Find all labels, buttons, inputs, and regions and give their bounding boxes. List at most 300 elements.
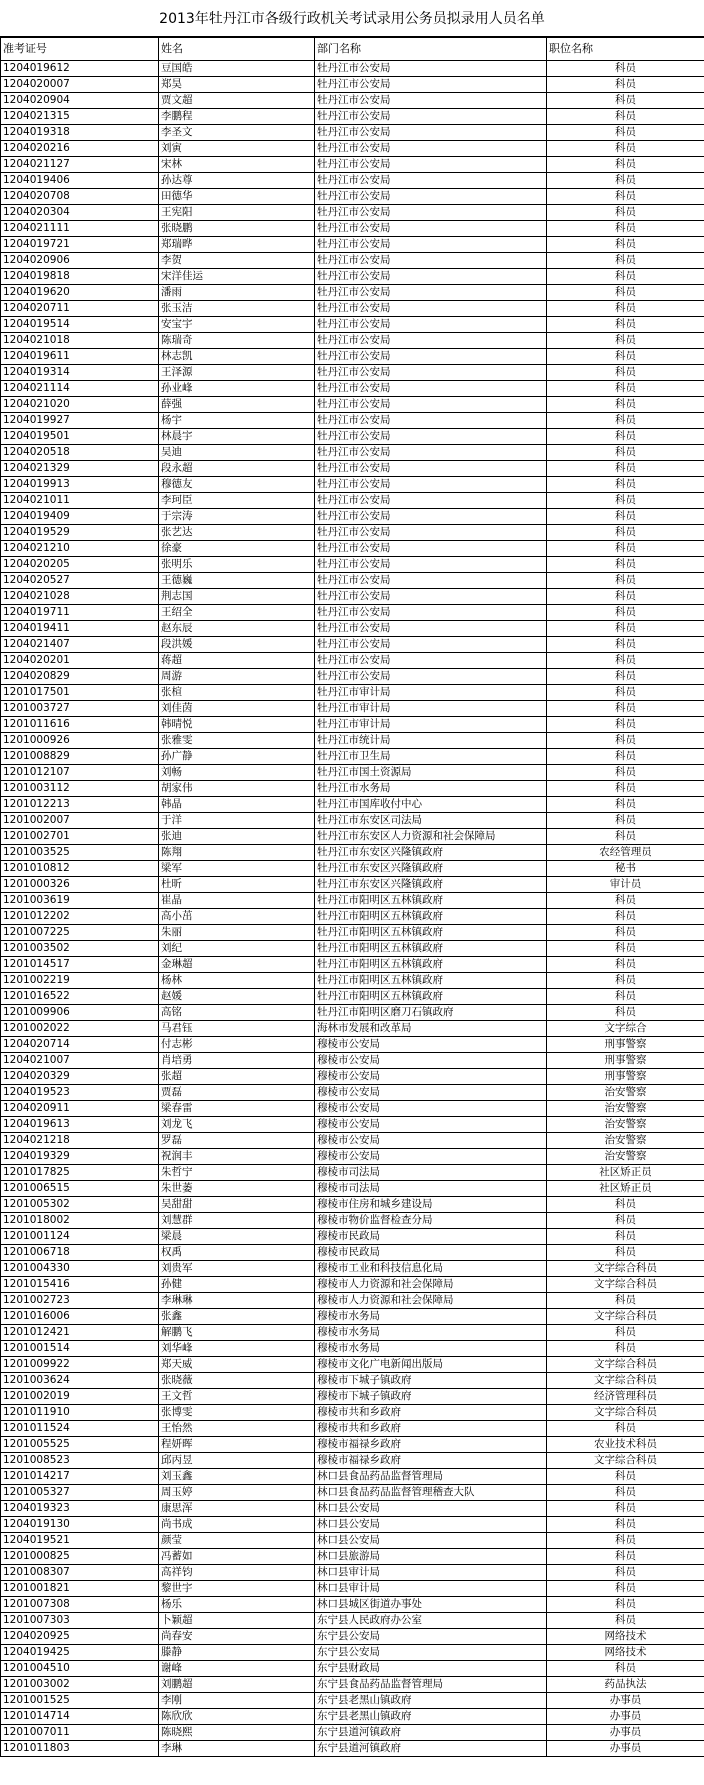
cell-position[interactable]: 科员 <box>547 477 704 493</box>
cell-position[interactable]: 科员 <box>547 573 704 589</box>
cell-name[interactable]: 解鹏飞 <box>159 1325 315 1341</box>
cell-department[interactable]: 牡丹江市公安局 <box>315 381 547 397</box>
cell-name[interactable]: 孙健 <box>159 1277 315 1293</box>
cell-position[interactable]: 科员 <box>547 893 704 909</box>
cell-position[interactable]: 科员 <box>547 813 704 829</box>
cell-position[interactable]: 文字综合 <box>547 1021 704 1037</box>
cell-name[interactable]: 豆国皓 <box>159 61 315 77</box>
cell-department[interactable]: 牡丹江市审计局 <box>315 685 547 701</box>
cell-position[interactable]: 科员 <box>547 653 704 669</box>
cell-department[interactable]: 穆棱市民政局 <box>315 1245 547 1261</box>
cell-department[interactable]: 牡丹江市公安局 <box>315 541 547 557</box>
cell-department[interactable]: 牡丹江市公安局 <box>315 221 547 237</box>
cell-department[interactable]: 穆棱市民政局 <box>315 1229 547 1245</box>
cell-position[interactable]: 科员 <box>547 397 704 413</box>
cell-exam-id[interactable]: 1201001514 <box>1 1341 159 1357</box>
cell-department[interactable]: 穆棱市公安局 <box>315 1085 547 1101</box>
cell-exam-id[interactable]: 1201016522 <box>1 989 159 1005</box>
cell-position[interactable]: 科员 <box>547 1197 704 1213</box>
cell-exam-id[interactable]: 1204019409 <box>1 509 159 525</box>
cell-name[interactable]: 卜颖超 <box>159 1613 315 1629</box>
cell-name[interactable]: 刘龙飞 <box>159 1117 315 1133</box>
cell-exam-id[interactable]: 1201005327 <box>1 1485 159 1501</box>
cell-exam-id[interactable]: 1201003525 <box>1 845 159 861</box>
cell-position[interactable]: 科员 <box>547 1213 704 1229</box>
cell-department[interactable]: 林口县食品药品监督管理局 <box>315 1469 547 1485</box>
cell-exam-id[interactable]: 1204019411 <box>1 621 159 637</box>
cell-position[interactable]: 治安警察 <box>547 1085 704 1101</box>
cell-department[interactable]: 牡丹江市国库收付中心 <box>315 797 547 813</box>
cell-position[interactable]: 科员 <box>547 1341 704 1357</box>
cell-exam-id[interactable]: 1201003002 <box>1 1677 159 1693</box>
cell-position[interactable]: 文字综合科员 <box>547 1277 704 1293</box>
cell-name[interactable]: 王德巍 <box>159 573 315 589</box>
cell-position[interactable]: 科员 <box>547 93 704 109</box>
cell-exam-id[interactable]: 1201002701 <box>1 829 159 845</box>
cell-department[interactable]: 穆棱市人力资源和社会保障局 <box>315 1277 547 1293</box>
cell-exam-id[interactable]: 1204020904 <box>1 93 159 109</box>
cell-name[interactable]: 梁军 <box>159 861 315 877</box>
cell-position[interactable]: 科员 <box>547 173 704 189</box>
cell-name[interactable]: 祝润丰 <box>159 1149 315 1165</box>
cell-name[interactable]: 宋林 <box>159 157 315 173</box>
cell-department[interactable]: 牡丹江市公安局 <box>315 253 547 269</box>
cell-department[interactable]: 穆棱市司法局 <box>315 1165 547 1181</box>
cell-exam-id[interactable]: 1201001821 <box>1 1581 159 1597</box>
cell-name[interactable]: 吴甜甜 <box>159 1197 315 1213</box>
cell-name[interactable]: 李圣文 <box>159 125 315 141</box>
cell-position[interactable]: 刑事警察 <box>547 1069 704 1085</box>
cell-position[interactable]: 科员 <box>547 1421 704 1437</box>
cell-name[interactable]: 张雅雯 <box>159 733 315 749</box>
cell-department[interactable]: 穆棱市下城子镇政府 <box>315 1373 547 1389</box>
cell-department[interactable]: 牡丹江市公安局 <box>315 653 547 669</box>
header-position[interactable]: 职位名称 <box>547 38 704 61</box>
cell-department[interactable]: 牡丹江市公安局 <box>315 573 547 589</box>
cell-department[interactable]: 牡丹江市公安局 <box>315 157 547 173</box>
cell-exam-id[interactable]: 1204020829 <box>1 669 159 685</box>
cell-department[interactable]: 林口县公安局 <box>315 1501 547 1517</box>
cell-department[interactable]: 穆棱市共和乡政府 <box>315 1405 547 1421</box>
cell-department[interactable]: 牡丹江市阳明区五林镇政府 <box>315 941 547 957</box>
cell-exam-id[interactable]: 1204020329 <box>1 1069 159 1085</box>
cell-department[interactable]: 穆棱市福禄乡政府 <box>315 1437 547 1453</box>
cell-department[interactable]: 牡丹江市公安局 <box>315 141 547 157</box>
cell-exam-id[interactable]: 1204019323 <box>1 1501 159 1517</box>
cell-department[interactable]: 穆棱市工业和科技信息化局 <box>315 1261 547 1277</box>
cell-name[interactable]: 朱世萎 <box>159 1181 315 1197</box>
cell-exam-id[interactable]: 1204021218 <box>1 1133 159 1149</box>
cell-name[interactable]: 梁春雷 <box>159 1101 315 1117</box>
cell-department[interactable]: 牡丹江市国土资源局 <box>315 765 547 781</box>
cell-name[interactable]: 刘鹏超 <box>159 1677 315 1693</box>
cell-name[interactable]: 滕静 <box>159 1645 315 1661</box>
cell-name[interactable]: 马君钰 <box>159 1021 315 1037</box>
cell-position[interactable]: 科员 <box>547 1533 704 1549</box>
cell-name[interactable]: 王绍全 <box>159 605 315 621</box>
cell-position[interactable]: 科员 <box>547 781 704 797</box>
cell-name[interactable]: 段永超 <box>159 461 315 477</box>
cell-department[interactable]: 东宁县老黑山镇政府 <box>315 1709 547 1725</box>
cell-position[interactable]: 科员 <box>547 701 704 717</box>
cell-exam-id[interactable]: 1204019514 <box>1 317 159 333</box>
cell-name[interactable]: 刘玉鑫 <box>159 1469 315 1485</box>
cell-position[interactable]: 科员 <box>547 269 704 285</box>
cell-exam-id[interactable]: 1201008307 <box>1 1565 159 1581</box>
cell-department[interactable]: 穆棱市公安局 <box>315 1069 547 1085</box>
cell-position[interactable]: 办事员 <box>547 1693 704 1709</box>
cell-name[interactable]: 李琳 <box>159 1741 315 1757</box>
cell-name[interactable]: 刘纪 <box>159 941 315 957</box>
cell-name[interactable]: 尚书成 <box>159 1517 315 1533</box>
cell-exam-id[interactable]: 1204019130 <box>1 1517 159 1533</box>
cell-exam-id[interactable]: 1204019314 <box>1 365 159 381</box>
cell-position[interactable]: 社区矫正员 <box>547 1165 704 1181</box>
cell-exam-id[interactable]: 1201011803 <box>1 1741 159 1757</box>
cell-exam-id[interactable]: 1201007011 <box>1 1725 159 1741</box>
cell-position[interactable]: 科员 <box>547 285 704 301</box>
cell-name[interactable]: 康思浑 <box>159 1501 315 1517</box>
cell-position[interactable]: 科员 <box>547 413 704 429</box>
cell-department[interactable]: 林口县公安局 <box>315 1517 547 1533</box>
cell-exam-id[interactable]: 1201004330 <box>1 1261 159 1277</box>
cell-department[interactable]: 牡丹江市公安局 <box>315 365 547 381</box>
cell-exam-id[interactable]: 1204019329 <box>1 1149 159 1165</box>
cell-position[interactable]: 科员 <box>547 589 704 605</box>
cell-department[interactable]: 牡丹江市公安局 <box>315 61 547 77</box>
cell-department[interactable]: 牡丹江市公安局 <box>315 669 547 685</box>
cell-exam-id[interactable]: 1204019611 <box>1 349 159 365</box>
cell-department[interactable]: 东宁县道河镇政府 <box>315 1741 547 1757</box>
cell-position[interactable]: 经济管理科员 <box>547 1389 704 1405</box>
cell-department[interactable]: 牡丹江市东安区兴隆镇政府 <box>315 877 547 893</box>
cell-department[interactable]: 穆棱市水务局 <box>315 1341 547 1357</box>
cell-name[interactable]: 韩晶 <box>159 797 315 813</box>
cell-department[interactable]: 穆棱市福禄乡政府 <box>315 1453 547 1469</box>
cell-position[interactable]: 科员 <box>547 1229 704 1245</box>
cell-name[interactable]: 贾磊 <box>159 1085 315 1101</box>
cell-exam-id[interactable]: 1204020925 <box>1 1629 159 1645</box>
cell-exam-id[interactable]: 1204020711 <box>1 301 159 317</box>
cell-department[interactable]: 穆棱市下城子镇政府 <box>315 1389 547 1405</box>
cell-exam-id[interactable]: 1201007303 <box>1 1613 159 1629</box>
cell-name[interactable]: 高小茁 <box>159 909 315 925</box>
cell-department[interactable]: 牡丹江市阳明区磨刀石镇政府 <box>315 1005 547 1021</box>
cell-name[interactable]: 李珂臣 <box>159 493 315 509</box>
cell-exam-id[interactable]: 1204020304 <box>1 205 159 221</box>
cell-department[interactable]: 穆棱市住房和城乡建设局 <box>315 1197 547 1213</box>
cell-position[interactable]: 科员 <box>547 221 704 237</box>
cell-name[interactable]: 林志凯 <box>159 349 315 365</box>
cell-department[interactable]: 牡丹江市公安局 <box>315 109 547 125</box>
cell-position[interactable]: 科员 <box>547 493 704 509</box>
cell-position[interactable]: 科员 <box>547 461 704 477</box>
cell-department[interactable]: 穆棱市文化广电新闻出版局 <box>315 1357 547 1373</box>
cell-department[interactable]: 穆棱市公安局 <box>315 1037 547 1053</box>
cell-exam-id[interactable]: 1201005525 <box>1 1437 159 1453</box>
cell-exam-id[interactable]: 1204020518 <box>1 445 159 461</box>
cell-department[interactable]: 东宁县财政局 <box>315 1661 547 1677</box>
cell-name[interactable]: 刘慧群 <box>159 1213 315 1229</box>
cell-department[interactable]: 穆棱市公安局 <box>315 1053 547 1069</box>
cell-exam-id[interactable]: 1204019711 <box>1 605 159 621</box>
cell-department[interactable]: 林口县审计局 <box>315 1565 547 1581</box>
cell-exam-id[interactable]: 1204021011 <box>1 493 159 509</box>
cell-department[interactable]: 牡丹江市公安局 <box>315 301 547 317</box>
cell-name[interactable]: 张玉洁 <box>159 301 315 317</box>
cell-exam-id[interactable]: 1204020906 <box>1 253 159 269</box>
cell-name[interactable]: 朱哲宁 <box>159 1165 315 1181</box>
cell-name[interactable]: 于洋 <box>159 813 315 829</box>
cell-position[interactable]: 网络技术 <box>547 1645 704 1661</box>
cell-position[interactable]: 科员 <box>547 253 704 269</box>
cell-exam-id[interactable]: 1201011910 <box>1 1405 159 1421</box>
cell-name[interactable]: 陈瑞奇 <box>159 333 315 349</box>
cell-position[interactable]: 农业技术科员 <box>547 1437 704 1453</box>
cell-name[interactable]: 王文哲 <box>159 1389 315 1405</box>
cell-position[interactable]: 科员 <box>547 717 704 733</box>
cell-name[interactable]: 陈晓熙 <box>159 1725 315 1741</box>
cell-exam-id[interactable]: 1204021210 <box>1 541 159 557</box>
cell-name[interactable]: 田德华 <box>159 189 315 205</box>
cell-position[interactable]: 科员 <box>547 685 704 701</box>
cell-position[interactable]: 科员 <box>547 1549 704 1565</box>
cell-department[interactable]: 牡丹江市公安局 <box>315 509 547 525</box>
cell-department[interactable]: 牡丹江市审计局 <box>315 717 547 733</box>
cell-exam-id[interactable]: 1204019318 <box>1 125 159 141</box>
cell-exam-id[interactable]: 1204021111 <box>1 221 159 237</box>
cell-name[interactable]: 于宗涛 <box>159 509 315 525</box>
cell-position[interactable]: 治安警察 <box>547 1133 704 1149</box>
cell-position[interactable]: 药品执法 <box>547 1677 704 1693</box>
cell-position[interactable]: 科员 <box>547 205 704 221</box>
cell-name[interactable]: 周玉婷 <box>159 1485 315 1501</box>
cell-exam-id[interactable]: 1201008523 <box>1 1453 159 1469</box>
cell-name[interactable]: 孙广静 <box>159 749 315 765</box>
cell-name[interactable]: 李贺 <box>159 253 315 269</box>
cell-exam-id[interactable]: 1204019927 <box>1 413 159 429</box>
cell-department[interactable]: 穆棱市水务局 <box>315 1325 547 1341</box>
cell-name[interactable]: 王泽源 <box>159 365 315 381</box>
cell-name[interactable]: 张晓薇 <box>159 1373 315 1389</box>
cell-name[interactable]: 刘畅 <box>159 765 315 781</box>
cell-position[interactable]: 科员 <box>547 829 704 845</box>
cell-position[interactable]: 科员 <box>547 109 704 125</box>
cell-exam-id[interactable]: 1201012202 <box>1 909 159 925</box>
cell-position[interactable]: 科员 <box>547 541 704 557</box>
cell-position[interactable]: 科员 <box>547 349 704 365</box>
cell-department[interactable]: 牡丹江市公安局 <box>315 77 547 93</box>
cell-name[interactable]: 高铭 <box>159 1005 315 1021</box>
cell-position[interactable]: 科员 <box>547 509 704 525</box>
cell-department[interactable]: 穆棱市共和乡政府 <box>315 1421 547 1437</box>
cell-position[interactable]: 科员 <box>547 637 704 653</box>
cell-position[interactable]: 科员 <box>547 525 704 541</box>
cell-name[interactable]: 段洪媛 <box>159 637 315 653</box>
cell-position[interactable]: 秘书 <box>547 861 704 877</box>
cell-position[interactable]: 社区矫正员 <box>547 1181 704 1197</box>
cell-position[interactable]: 科员 <box>547 317 704 333</box>
cell-exam-id[interactable]: 1204019913 <box>1 477 159 493</box>
cell-name[interactable]: 张艺达 <box>159 525 315 541</box>
cell-department[interactable]: 穆棱市公安局 <box>315 1117 547 1133</box>
cell-name[interactable]: 陈翔 <box>159 845 315 861</box>
cell-name[interactable]: 孙达尊 <box>159 173 315 189</box>
cell-department[interactable]: 牡丹江市公安局 <box>315 429 547 445</box>
cell-exam-id[interactable]: 1204019613 <box>1 1117 159 1133</box>
cell-department[interactable]: 林口县审计局 <box>315 1581 547 1597</box>
cell-department[interactable]: 牡丹江市公安局 <box>315 637 547 653</box>
cell-exam-id[interactable]: 1204021329 <box>1 461 159 477</box>
cell-name[interactable]: 朱丽 <box>159 925 315 941</box>
cell-exam-id[interactable]: 1201003624 <box>1 1373 159 1389</box>
cell-position[interactable]: 科员 <box>547 141 704 157</box>
cell-exam-id[interactable]: 1201007225 <box>1 925 159 941</box>
cell-name[interactable]: 冯蓄如 <box>159 1549 315 1565</box>
cell-name[interactable]: 黎世宇 <box>159 1581 315 1597</box>
cell-exam-id[interactable]: 1204021407 <box>1 637 159 653</box>
cell-name[interactable]: 徐豪 <box>159 541 315 557</box>
cell-department[interactable]: 东宁县老黑山镇政府 <box>315 1693 547 1709</box>
cell-exam-id[interactable]: 1204020216 <box>1 141 159 157</box>
cell-department[interactable]: 牡丹江市阳明区五林镇政府 <box>315 893 547 909</box>
cell-exam-id[interactable]: 1201000926 <box>1 733 159 749</box>
cell-exam-id[interactable]: 1201007308 <box>1 1597 159 1613</box>
cell-exam-id[interactable]: 1201016006 <box>1 1309 159 1325</box>
cell-position[interactable]: 文字综合科员 <box>547 1357 704 1373</box>
cell-department[interactable]: 东宁县公安局 <box>315 1629 547 1645</box>
cell-exam-id[interactable]: 1201002723 <box>1 1293 159 1309</box>
cell-exam-id[interactable]: 1204020205 <box>1 557 159 573</box>
cell-position[interactable]: 治安警察 <box>547 1117 704 1133</box>
cell-name[interactable]: 郑瑞晔 <box>159 237 315 253</box>
cell-department[interactable]: 牡丹江市公安局 <box>315 621 547 637</box>
cell-exam-id[interactable]: 1201014714 <box>1 1709 159 1725</box>
cell-department[interactable]: 牡丹江市阳明区五林镇政府 <box>315 989 547 1005</box>
cell-exam-id[interactable]: 1201002022 <box>1 1021 159 1037</box>
cell-position[interactable]: 科员 <box>547 1661 704 1677</box>
cell-exam-id[interactable]: 1204021007 <box>1 1053 159 1069</box>
cell-name[interactable]: 宋洋佳运 <box>159 269 315 285</box>
cell-department[interactable]: 东宁县公安局 <box>315 1645 547 1661</box>
cell-name[interactable]: 张鑫 <box>159 1309 315 1325</box>
cell-exam-id[interactable]: 1201000326 <box>1 877 159 893</box>
cell-department[interactable]: 牡丹江市公安局 <box>315 525 547 541</box>
cell-department[interactable]: 牡丹江市公安局 <box>315 269 547 285</box>
cell-department[interactable]: 穆棱市司法局 <box>315 1181 547 1197</box>
cell-name[interactable]: 李刚 <box>159 1693 315 1709</box>
cell-exam-id[interactable]: 1204020527 <box>1 573 159 589</box>
cell-department[interactable]: 林口县食品药品监督管理稽查大队 <box>315 1485 547 1501</box>
cell-department[interactable]: 牡丹江市公安局 <box>315 477 547 493</box>
cell-department[interactable]: 东宁县食品药品监督管理局 <box>315 1677 547 1693</box>
cell-department[interactable]: 牡丹江市东安区兴隆镇政府 <box>315 861 547 877</box>
cell-name[interactable]: 肖培勇 <box>159 1053 315 1069</box>
cell-position[interactable]: 科员 <box>547 925 704 941</box>
cell-name[interactable]: 赵东辰 <box>159 621 315 637</box>
cell-position[interactable]: 科员 <box>547 989 704 1005</box>
cell-department[interactable]: 牡丹江市阳明区五林镇政府 <box>315 973 547 989</box>
cell-department[interactable]: 东宁县人民政府办公室 <box>315 1613 547 1629</box>
cell-department[interactable]: 海林市发展和改革局 <box>315 1021 547 1037</box>
cell-position[interactable]: 科员 <box>547 77 704 93</box>
cell-department[interactable]: 林口县城区街道办事处 <box>315 1597 547 1613</box>
cell-department[interactable]: 牡丹江市公安局 <box>315 189 547 205</box>
cell-position[interactable]: 科员 <box>547 941 704 957</box>
cell-position[interactable]: 科员 <box>547 1501 704 1517</box>
cell-department[interactable]: 牡丹江市公安局 <box>315 173 547 189</box>
cell-exam-id[interactable]: 1204019818 <box>1 269 159 285</box>
cell-department[interactable]: 牡丹江市卫生局 <box>315 749 547 765</box>
cell-department[interactable]: 牡丹江市水务局 <box>315 781 547 797</box>
cell-position[interactable]: 科员 <box>547 557 704 573</box>
cell-exam-id[interactable]: 1201003502 <box>1 941 159 957</box>
cell-exam-id[interactable]: 1204020911 <box>1 1101 159 1117</box>
cell-name[interactable]: 郑天威 <box>159 1357 315 1373</box>
cell-exam-id[interactable]: 1204021315 <box>1 109 159 125</box>
cell-position[interactable]: 科员 <box>547 61 704 77</box>
cell-exam-id[interactable]: 1201014217 <box>1 1469 159 1485</box>
cell-department[interactable]: 牡丹江市东安区兴隆镇政府 <box>315 845 547 861</box>
cell-name[interactable]: 付志彬 <box>159 1037 315 1053</box>
cell-name[interactable]: 刘贵军 <box>159 1261 315 1277</box>
cell-name[interactable]: 王宪阳 <box>159 205 315 221</box>
cell-position[interactable]: 科员 <box>547 749 704 765</box>
cell-exam-id[interactable]: 1201005302 <box>1 1197 159 1213</box>
cell-department[interactable]: 穆棱市物价监督检查分局 <box>315 1213 547 1229</box>
cell-position[interactable]: 科员 <box>547 1245 704 1261</box>
cell-department[interactable]: 牡丹江市东安区司法局 <box>315 813 547 829</box>
cell-department[interactable]: 牡丹江市公安局 <box>315 125 547 141</box>
cell-name[interactable]: 颜莹 <box>159 1533 315 1549</box>
cell-position[interactable]: 科员 <box>547 669 704 685</box>
cell-department[interactable]: 牡丹江市阳明区五林镇政府 <box>315 925 547 941</box>
cell-exam-id[interactable]: 1201001124 <box>1 1229 159 1245</box>
cell-name[interactable]: 韩晴悦 <box>159 717 315 733</box>
cell-name[interactable]: 张博雯 <box>159 1405 315 1421</box>
cell-position[interactable]: 刑事警察 <box>547 1053 704 1069</box>
cell-department[interactable]: 牡丹江市统计局 <box>315 733 547 749</box>
header-department[interactable]: 部门名称 <box>315 38 547 61</box>
cell-position[interactable]: 文字综合科员 <box>547 1405 704 1421</box>
cell-department[interactable]: 牡丹江市东安区人力资源和社会保障局 <box>315 829 547 845</box>
cell-name[interactable]: 杜昕 <box>159 877 315 893</box>
cell-exam-id[interactable]: 1201012107 <box>1 765 159 781</box>
cell-position[interactable]: 科员 <box>547 909 704 925</box>
cell-exam-id[interactable]: 1201015416 <box>1 1277 159 1293</box>
cell-position[interactable]: 审计员 <box>547 877 704 893</box>
header-name[interactable]: 姓名 <box>159 38 315 61</box>
cell-name[interactable]: 程妍晖 <box>159 1437 315 1453</box>
cell-position[interactable]: 科员 <box>547 445 704 461</box>
cell-position[interactable]: 科员 <box>547 797 704 813</box>
cell-position[interactable]: 文字综合科员 <box>547 1373 704 1389</box>
cell-name[interactable]: 刘华峰 <box>159 1341 315 1357</box>
cell-exam-id[interactable]: 1201006718 <box>1 1245 159 1261</box>
cell-position[interactable]: 科员 <box>547 1325 704 1341</box>
cell-exam-id[interactable]: 1201002007 <box>1 813 159 829</box>
header-exam-id[interactable]: 准考证号 <box>1 38 159 61</box>
cell-position[interactable]: 办事员 <box>547 1741 704 1757</box>
cell-position[interactable]: 科员 <box>547 301 704 317</box>
cell-department[interactable]: 牡丹江市公安局 <box>315 605 547 621</box>
cell-name[interactable]: 高祥钧 <box>159 1565 315 1581</box>
cell-department[interactable]: 牡丹江市公安局 <box>315 445 547 461</box>
cell-exam-id[interactable]: 1204021114 <box>1 381 159 397</box>
cell-position[interactable]: 科员 <box>547 1597 704 1613</box>
cell-exam-id[interactable]: 1204021020 <box>1 397 159 413</box>
cell-department[interactable]: 林口县旅游局 <box>315 1549 547 1565</box>
